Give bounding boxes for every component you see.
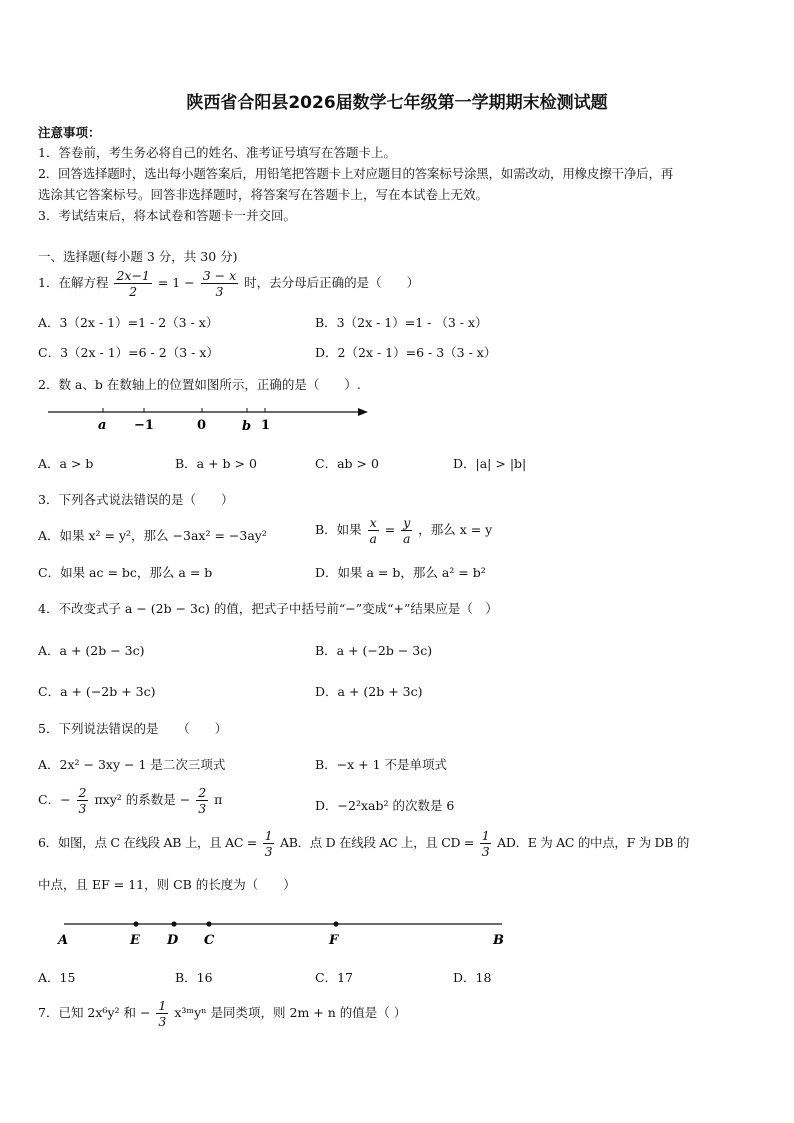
label-A: A bbox=[58, 933, 69, 948]
q5c-text-pre: C．− bbox=[38, 792, 71, 807]
question-6-line-1 bbox=[38, 828, 689, 859]
question-6-line-2: 中点，且 EF = 11，则 CB 的长度为（ ） bbox=[38, 877, 296, 892]
label-neg1: −1 bbox=[134, 418, 154, 433]
q7-fraction: $\frac{1}{3}$ bbox=[158, 998, 167, 1029]
q6-text-b: AB．点 D 在线段 AC 上，且 CD = bbox=[279, 835, 475, 850]
section-heading: 一、选择题(每小题 3 分，共 30 分) bbox=[38, 249, 238, 264]
note-1: 1．答卷前，考生务必将自己的姓名、准考证号填写在答题卡上。 bbox=[38, 145, 396, 160]
label-b: b bbox=[242, 419, 252, 434]
label-a: a bbox=[98, 418, 107, 433]
q5c-text-mid: πxy² 的系数是 − bbox=[94, 792, 191, 807]
q5-option-a: A．2x² − 3xy − 1 是二次三项式 bbox=[38, 757, 226, 772]
note-3: 3．考试结束后，将本试卷和答题卡一并交回。 bbox=[38, 208, 296, 223]
number-line-arrow bbox=[358, 408, 368, 416]
q1-text-pre: 1．在解方程 bbox=[38, 275, 109, 290]
point-f bbox=[333, 921, 338, 926]
q4-option-c: C．a + (−2b + 3c) bbox=[38, 684, 156, 699]
label-F: F bbox=[329, 933, 339, 948]
q4-option-a: A．a + (2b − 3c) bbox=[38, 643, 145, 658]
point-e bbox=[133, 921, 138, 926]
q4-option-d: D．a + (2b + 3c) bbox=[315, 684, 423, 699]
q3b-text-eq: = bbox=[384, 522, 396, 537]
q2-option-d: D．|a| > |b| bbox=[453, 456, 527, 471]
label-D: D bbox=[167, 933, 179, 948]
question-2-stem: 2．数 a、b 在数轴上的位置如图所示，正确的是（ ）. bbox=[38, 377, 361, 392]
q7-text-post: x³ᵐyⁿ 是同类项，则 2m + n 的值是（ ） bbox=[174, 1005, 407, 1020]
q6-fraction-1: $\frac{1}{3}$ bbox=[264, 828, 273, 859]
q4-option-b: B．a + (−2b − 3c) bbox=[315, 643, 433, 658]
q1-fraction-1: $\frac{2x-1}{2}$ bbox=[116, 268, 150, 299]
q5c-text-post: π bbox=[214, 792, 223, 807]
q6-option-b: B．16 bbox=[175, 970, 213, 985]
q2-option-c: C．ab > 0 bbox=[315, 456, 379, 471]
point-d bbox=[171, 921, 176, 926]
q6-option-c: C．17 bbox=[315, 970, 353, 985]
label-1: 1 bbox=[261, 418, 271, 433]
number-line-figure bbox=[40, 398, 380, 438]
q3-option-a: A．如果 x² = y²，那么 −3ax² = −3ay² bbox=[38, 528, 267, 543]
q1-fraction-2: $\frac{3 - x}{3}$ bbox=[202, 268, 237, 299]
q2-option-a: A．a > b bbox=[38, 456, 94, 471]
note-2b: 选涂其它答案标号。回答非选择题时，将答案写在答题卡上，写在本试卷上无效。 bbox=[38, 187, 489, 202]
q5c-fraction-1: $\frac{2}{3}$ bbox=[78, 785, 87, 816]
q3b-text-pre: B．如果 bbox=[315, 522, 362, 537]
q6-option-a: A．15 bbox=[38, 970, 76, 985]
q5-option-b: B．−x + 1 不是单项式 bbox=[315, 757, 448, 772]
point-c bbox=[206, 921, 211, 926]
question-7-stem bbox=[38, 998, 406, 1029]
question-3-stem: 3．下列各式说法错误的是（ ） bbox=[38, 492, 234, 507]
q2-option-b: B．a + b > 0 bbox=[175, 456, 257, 471]
q1-option-a: A．3（2x - 1）=1 - 2（3 - x） bbox=[38, 315, 219, 330]
q7-text-pre: 7．已知 2x⁶y² 和 − bbox=[38, 1005, 151, 1020]
q6-fraction-2: $\frac{1}{3}$ bbox=[481, 828, 490, 859]
question-5-stem: 5．下列说法错误的是 （ ） bbox=[38, 721, 228, 736]
label-E: E bbox=[130, 933, 140, 948]
q3-option-c: C．如果 ac = bc，那么 a = b bbox=[38, 565, 213, 580]
q6-text-c: AD．E 为 AC 的中点，F 为 DB 的 bbox=[497, 835, 690, 850]
q3b-fraction-2: $\frac{y}{a}$ bbox=[402, 515, 411, 546]
q1-option-c: C．3（2x - 1）=6 - 2（3 - x） bbox=[38, 345, 219, 360]
note-2a: 2．回答选择题时，选出每小题答案后，用铅笔把答题卡上对应题目的答案标号涂黑，如需改动，用橡皮擦干净后，再 bbox=[38, 166, 674, 181]
q1-option-b: B．3（2x - 1）=1 - （3 - x） bbox=[315, 315, 488, 330]
q3b-text-post: ，那么 x = y bbox=[418, 522, 493, 537]
q6-option-d: D．18 bbox=[453, 970, 492, 985]
q3b-fraction-1: $\frac{x}{a}$ bbox=[369, 515, 377, 546]
question-4-stem: 4．不改变式子 a − (2b − 3c) 的值，把式子中括号前“−”变成“+”结果应是（ ） bbox=[38, 601, 498, 616]
q6-text-a: 6．如图，点 C 在线段 AB 上，且 AC = bbox=[38, 835, 257, 850]
label-0: 0 bbox=[197, 418, 207, 433]
notes-heading: 注意事项： bbox=[38, 125, 101, 140]
q3-option-d: D．如果 a = b，那么 a² = b² bbox=[315, 565, 486, 580]
page-title: 陕西省合阳县2026届数学七年级第一学期期末检测试题 bbox=[186, 93, 608, 113]
question-1-stem bbox=[38, 268, 419, 299]
label-B: B bbox=[493, 933, 504, 948]
q1-text-mid: = 1 − bbox=[157, 275, 195, 290]
q1-text-post: 时，去分母后正确的是（ ） bbox=[244, 275, 420, 290]
q5-option-d: D．−2²xab² 的次数是 6 bbox=[315, 798, 455, 813]
q1-option-d: D．2（2x - 1）=6 - 3（3 - x） bbox=[315, 345, 497, 360]
q3-option-b bbox=[315, 515, 492, 546]
q5-option-c bbox=[38, 785, 222, 816]
segment-figure bbox=[50, 912, 520, 952]
label-C: C bbox=[204, 933, 215, 948]
q5c-fraction-2: $\frac{2}{3}$ bbox=[198, 785, 207, 816]
